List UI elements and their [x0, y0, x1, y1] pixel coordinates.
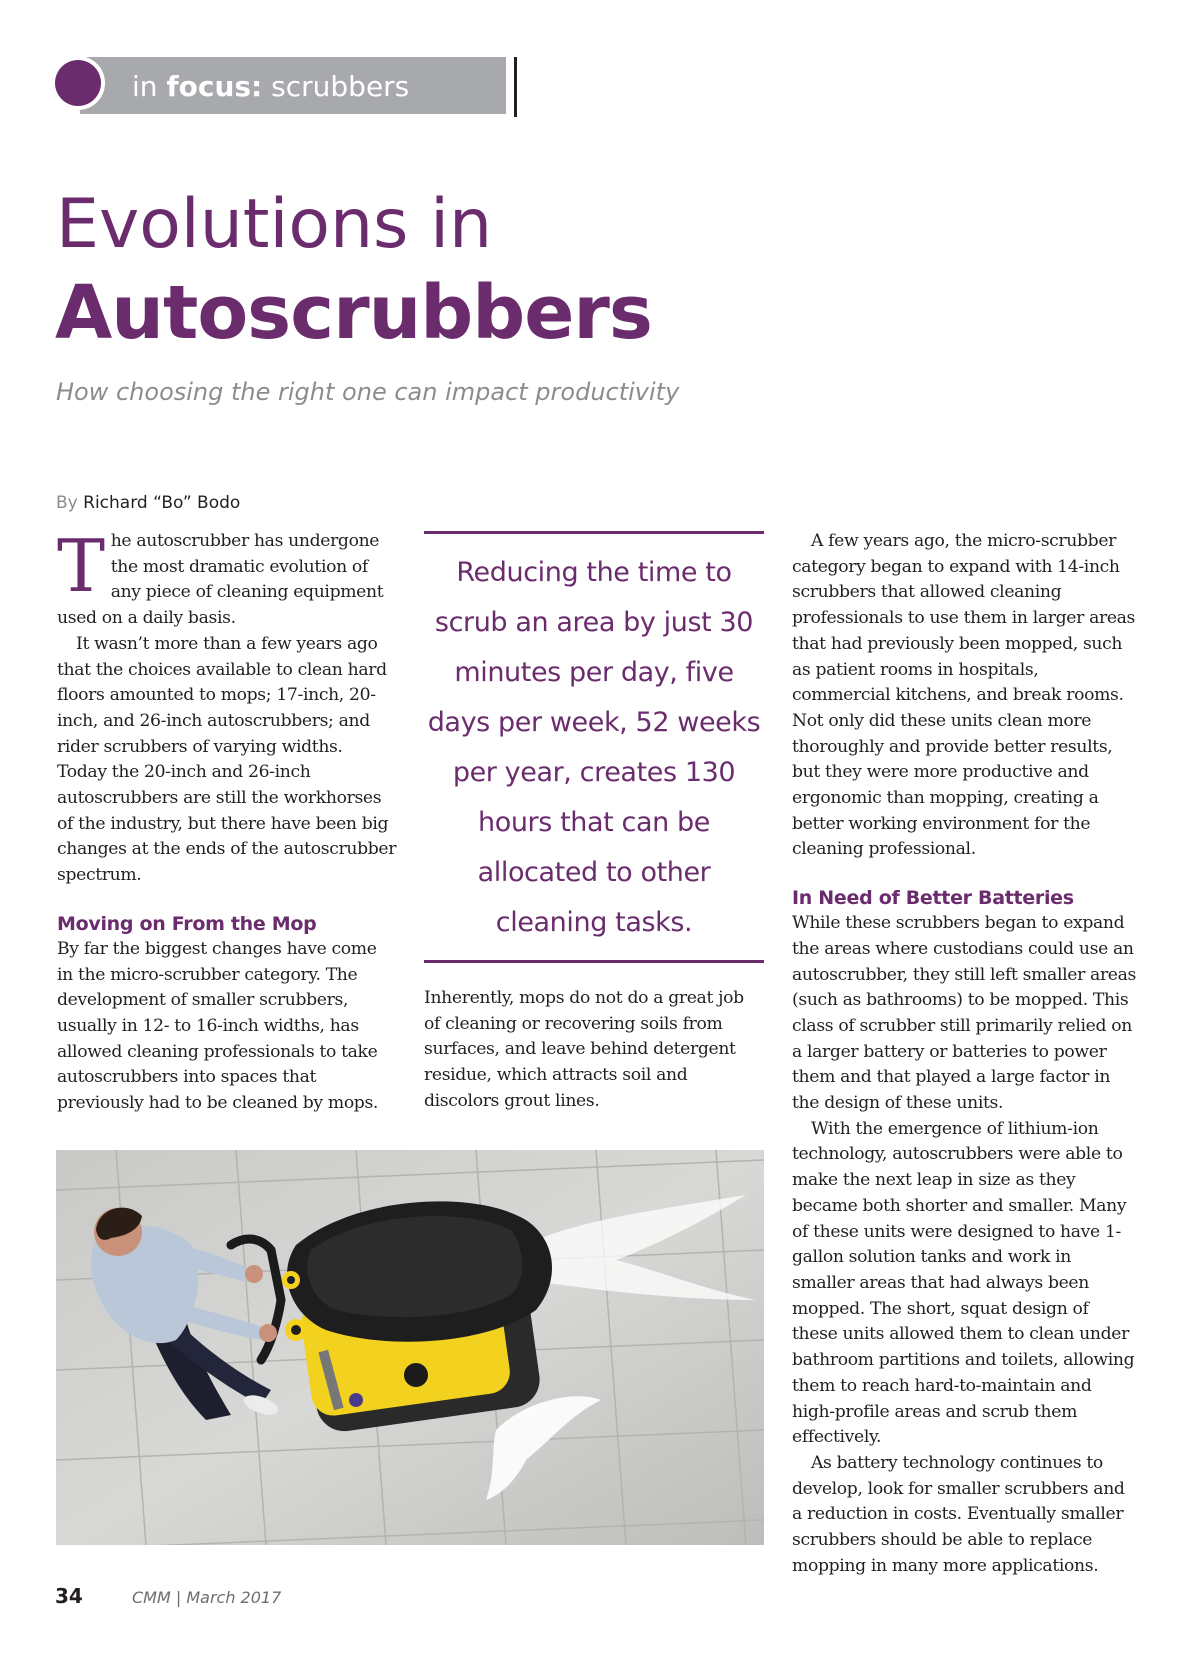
- section-label: in focus: scrubbers: [132, 70, 410, 103]
- byline: By Richard “Bo” Bodo: [56, 493, 241, 513]
- article-title-line1: Evolutions in: [56, 185, 493, 264]
- paragraph: With the emergence of lithium-ion technology, autoscrubbers were able to make the next leap in size as they became both shorter and smaller. Many of these units were designed to have 1-gallon solution tanks and work in smaller areas that had always been mopped. The short, squat design of these units allowed them to clean under bathroom partitions and toilets, allowing them to reach hard-to-maintain and high-profile areas and scrub them effectively.: [792, 1118, 1135, 1448]
- column-3: [792, 529, 1138, 1579]
- paragraph: The autoscrubber has undergone the most dramatic evolution of any piece of cleaning equipment used on a daily basis.: [57, 524, 384, 629]
- article-subtitle: How choosing the right one can impact productivity: [56, 378, 680, 406]
- paragraph: Inherently, mops do not do a great job of cleaning or recovering soils from surfaces, and leave behind detergent residue, which attracts soil and discolors grout lines.: [424, 988, 744, 1111]
- page-number: 34: [55, 1584, 83, 1608]
- subhead-moving-on: Moving on From the Mop: [57, 912, 317, 935]
- column-1: [57, 524, 397, 1117]
- author-name: Richard “Bo” Bodo: [83, 493, 241, 513]
- scrubber-photo: [56, 1150, 764, 1545]
- article-title-line2: Autoscrubbers: [55, 270, 652, 356]
- paragraph: As battery technology continues to develop, look for smaller scrubbers and a reduction in costs. Eventually smaller scrubbers should be able to replace mopping in many more applications.: [792, 1452, 1125, 1576]
- paragraph: It wasn’t more than a few years ago that the choices available to clean hard floors amounted to mops; 17-inch, 20-inch, and 26-inch autoscrubbers; and rider scrubbers of varying widths. Today the 20-inch and 26-inch autoscrubbers are still the workhorses of the industry, but there have been big changes at the ends of the autoscrubber spectrum.: [57, 633, 397, 886]
- drop-cap: T: [57, 524, 105, 608]
- publication-info: CMM | March 2017: [132, 1588, 282, 1607]
- paragraph: By far the biggest changes have come in the micro-scrubber category. The development of smaller scrubbers, usually in 12- to 16-inch widths, has allowed cleaning professionals to take autoscrubbers into spaces that previously had to be cleaned by mops.: [57, 938, 379, 1114]
- paragraph: While these scrubbers began to expand the areas where custodians could use an autoscrubber, they still left smaller areas (such as bathrooms) to be mopped. This class of scrubber still primarily relied on a larger battery or batteries to power them and that played a large factor in the design of these units.: [792, 913, 1136, 1114]
- column-2: [424, 986, 764, 1115]
- paragraph: A few years ago, the micro-scrubber category began to expand with 14-inch scrubbers that allowed cleaning professionals to use them in larger areas that had previously been mopped, such as patient rooms in hospitals, commercial kitchens, and break rooms. Not only did these units clean more thoroughly and provide better results, but they were more productive and ergonomic than mopping, creating a better working environment for the cleaning professional.: [792, 531, 1136, 860]
- pull-quote: Reducing the time to scrub an area by just 30 minutes per day, five days per week, 52 weeks per year, creates 130 hours that can be allocated to other cleaning tasks.: [424, 531, 764, 963]
- section-tab-rule: [514, 57, 517, 117]
- section-dot: [55, 60, 101, 106]
- subhead-batteries: In Need of Better Batteries: [792, 887, 1074, 910]
